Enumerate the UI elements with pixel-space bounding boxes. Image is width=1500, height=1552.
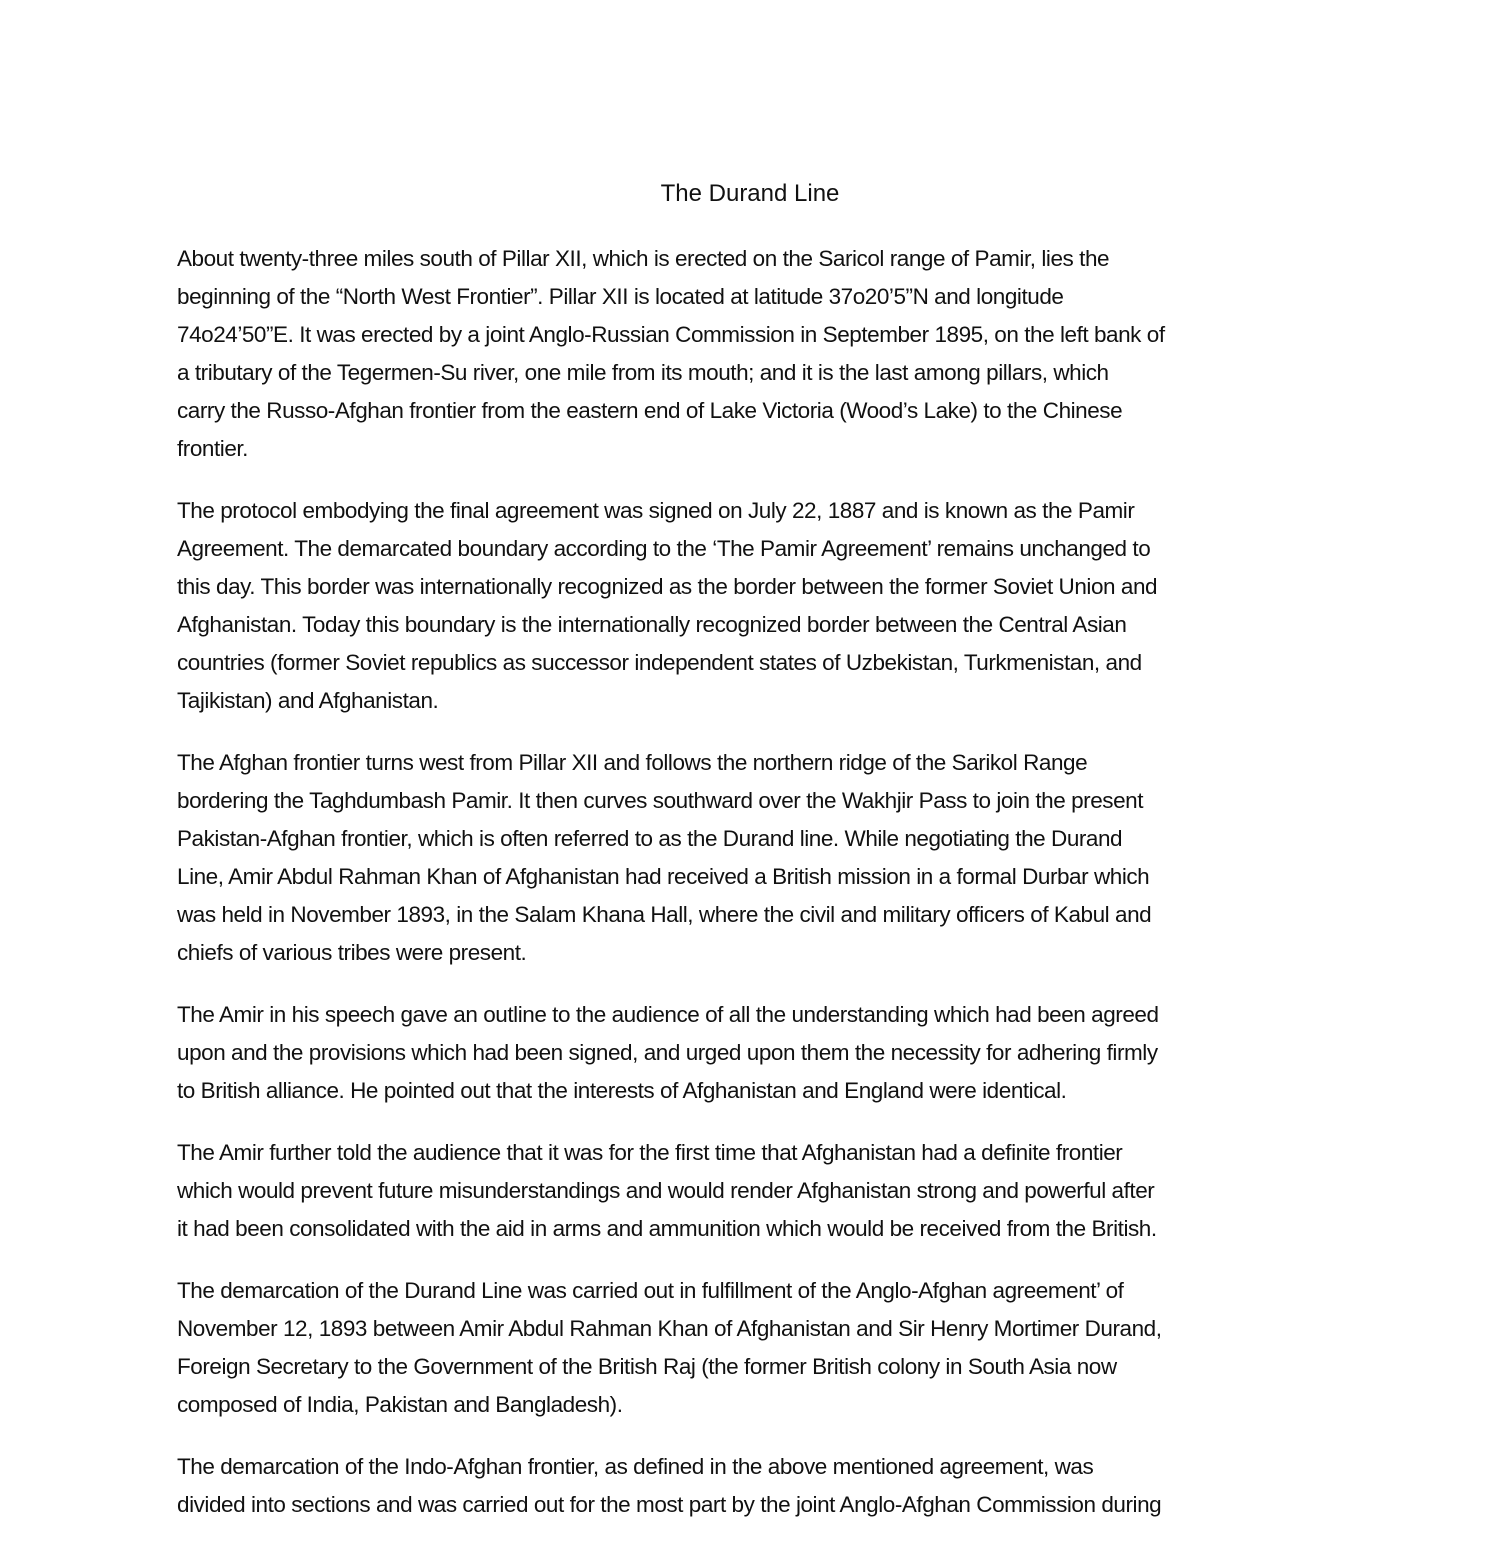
text-line: this day. This border was internationally recognized as the border between the former Soviet Union and xyxy=(177,574,1158,599)
text-line: The Afghan frontier turns west from Pillar XII and follows the northern ridge of the Sarikol Range xyxy=(177,750,1088,775)
text-line: Foreign Secretary to the Government of the British Raj (the former British colony in South Asia now xyxy=(177,1354,1117,1379)
text-line: was held in November 1893, in the Salam Khana Hall, where the civil and military officers of Kabul and xyxy=(177,902,1152,927)
paragraph xyxy=(177,496,1165,724)
document-title: The Durand Line xyxy=(660,180,840,207)
text-line: upon and the provisions which had been signed, and urged upon them the necessity for adhering firmly xyxy=(177,1040,1158,1065)
text-line: About twenty-three miles south of Pillar XII, which is erected on the Saricol range of Pamir, lies the xyxy=(177,246,1110,271)
paragraph xyxy=(177,1000,1165,1114)
text-line: Line, Amir Abdul Rahman Khan of Afghanistan had received a British mission in a formal Durbar which xyxy=(177,864,1150,889)
text-line: a tributary of the Tegermen-Su river, one mile from its mouth; and it is the last among pillars, which xyxy=(177,360,1109,385)
text-line: November 12, 1893 between Amir Abdul Rahman Khan of Afghanistan and Sir Henry Mortimer Durand, xyxy=(177,1316,1162,1341)
text-line: divided into sections and was carried out for the most part by the joint Anglo-Afghan Commission during xyxy=(177,1492,1162,1517)
text-line: The Amir further told the audience that it was for the first time that Afghanistan had a definite frontier xyxy=(177,1140,1123,1165)
paragraph xyxy=(177,748,1165,976)
text-line: The protocol embodying the final agreement was signed on July 22, 1887 and is known as the Pamir xyxy=(177,498,1135,523)
paragraph xyxy=(177,1452,1165,1528)
text-line: Pakistan-Afghan frontier, which is often referred to as the Durand line. While negotiating the Durand xyxy=(177,826,1123,851)
paragraph xyxy=(177,1276,1165,1428)
text-line: it had been consolidated with the aid in arms and ammunition which would be received from the British. xyxy=(177,1216,1157,1241)
paragraph xyxy=(177,244,1165,472)
text-line: carry the Russo-Afghan frontier from the eastern end of Lake Victoria (Wood’s Lake) to the Chinese xyxy=(177,398,1123,423)
text-line: which would prevent future misunderstandings and would render Afghanistan strong and powerful after xyxy=(177,1178,1155,1203)
text-line: Afghanistan. Today this boundary is the internationally recognized border between the Central Asian xyxy=(177,612,1127,637)
text-line: to British alliance. He pointed out that the interests of Afghanistan and England were identical. xyxy=(177,1078,1067,1103)
text-line: 74o24’50”E. It was erected by a joint Anglo-Russian Commission in September 1895, on the left bank of xyxy=(177,322,1165,347)
text-line: countries (former Soviet republics as successor independent states of Uzbekistan, Turkmenistan, and xyxy=(177,650,1142,675)
text-line: frontier. xyxy=(177,436,248,461)
text-line: beginning of the “North West Frontier”. Pillar XII is located at latitude 37o20’5”N and longitude xyxy=(177,284,1064,309)
text-line: The demarcation of the Indo-Afghan frontier, as defined in the above mentioned agreement, was xyxy=(177,1454,1094,1479)
text-line: bordering the Taghdumbash Pamir. It then curves southward over the Wakhjir Pass to join the present xyxy=(177,788,1143,813)
text-line: Agreement. The demarcated boundary according to the ‘The Pamir Agreement’ remains unchanged to xyxy=(177,536,1151,561)
text-line: The demarcation of the Durand Line was carried out in fulfillment of the Anglo-Afghan agreement’ of xyxy=(177,1278,1124,1303)
text-line: composed of India, Pakistan and Bangladesh). xyxy=(177,1392,623,1417)
paragraph xyxy=(177,1138,1165,1252)
text-line: The Amir in his speech gave an outline to the audience of all the understanding which had been agreed xyxy=(177,1002,1159,1027)
text-line: chiefs of various tribes were present. xyxy=(177,940,527,965)
document-body xyxy=(177,244,1165,1552)
text-line: Tajikistan) and Afghanistan. xyxy=(177,688,439,713)
